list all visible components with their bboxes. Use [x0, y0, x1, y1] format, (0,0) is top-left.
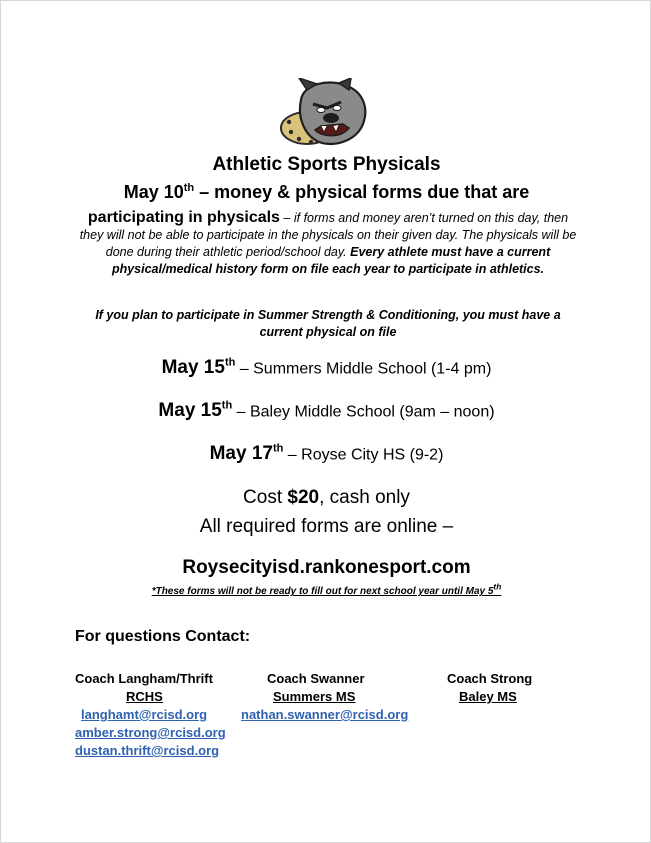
contact-column-rchs	[75, 670, 226, 760]
date-place: – Summers Middle School (1-4 pm)	[235, 360, 492, 378]
page-title: Athletic Sports Physicals	[212, 154, 441, 175]
instructions-requirement: Every athlete must have a current physical/medical history form on file each year to participate in athletics.	[111, 245, 551, 276]
contact-column-baley	[447, 670, 532, 706]
due-date-line	[1, 182, 651, 203]
email-link[interactable]: nathan.swanner@rcisd.org	[241, 707, 409, 722]
cost-amount: $20	[287, 487, 320, 508]
date-place: – Baley Middle School (9am – noon)	[232, 403, 495, 421]
date-value: May 15th	[158, 400, 233, 422]
date-value: May 15th	[161, 357, 236, 379]
forms-note: *These forms will not be ready to fill out for next school year until May 5th	[151, 582, 502, 598]
contact-column-summers	[241, 670, 408, 724]
forms-online-line: All required forms are online –	[199, 516, 454, 537]
due-date: May 10th	[123, 182, 195, 202]
summer-note: If you plan to participate in Summer Strength & Conditioning, you must have a current physical on file	[95, 308, 561, 339]
email-link[interactable]: langhamt@rcisd.org	[81, 707, 208, 722]
email-link[interactable]: amber.strong@rcisd.org	[75, 725, 226, 740]
contact-school: RCHS	[126, 689, 163, 704]
email-link[interactable]: dustan.thrift@rcisd.org	[75, 743, 220, 758]
bulldog-mascot-icon	[277, 78, 373, 150]
instructions-lead: participating in physicals	[87, 209, 280, 226]
cost-line: Cost $20, cash only	[243, 487, 410, 508]
physical-date-1	[1, 357, 651, 379]
contact-name: Coach Strong	[447, 671, 533, 686]
date-place: – Royse City HS (9-2)	[283, 446, 444, 464]
website-link[interactable]: Roysecityisd.rankonesport.com	[182, 557, 471, 578]
physical-date-2	[1, 400, 651, 422]
instructions-body: if forms and money aren’t turned on this day, then they will not be able to participate in the physicals on their given day. The physicals will be done during their athletic period/school day.	[79, 211, 577, 259]
instructions-paragraph	[79, 209, 577, 278]
date-value: May 17th	[209, 443, 284, 465]
physical-date-3	[1, 443, 651, 465]
contact-name: Coach Swanner	[267, 671, 365, 686]
instructions-dash: –	[279, 211, 294, 225]
contact-school: Summers MS	[273, 689, 356, 704]
contact-heading: For questions Contact:	[75, 628, 251, 645]
contact-school: Baley MS	[459, 689, 517, 704]
due-text: – money & physical forms due that are	[194, 182, 530, 202]
contact-name: Coach Langham/Thrift	[75, 671, 213, 686]
